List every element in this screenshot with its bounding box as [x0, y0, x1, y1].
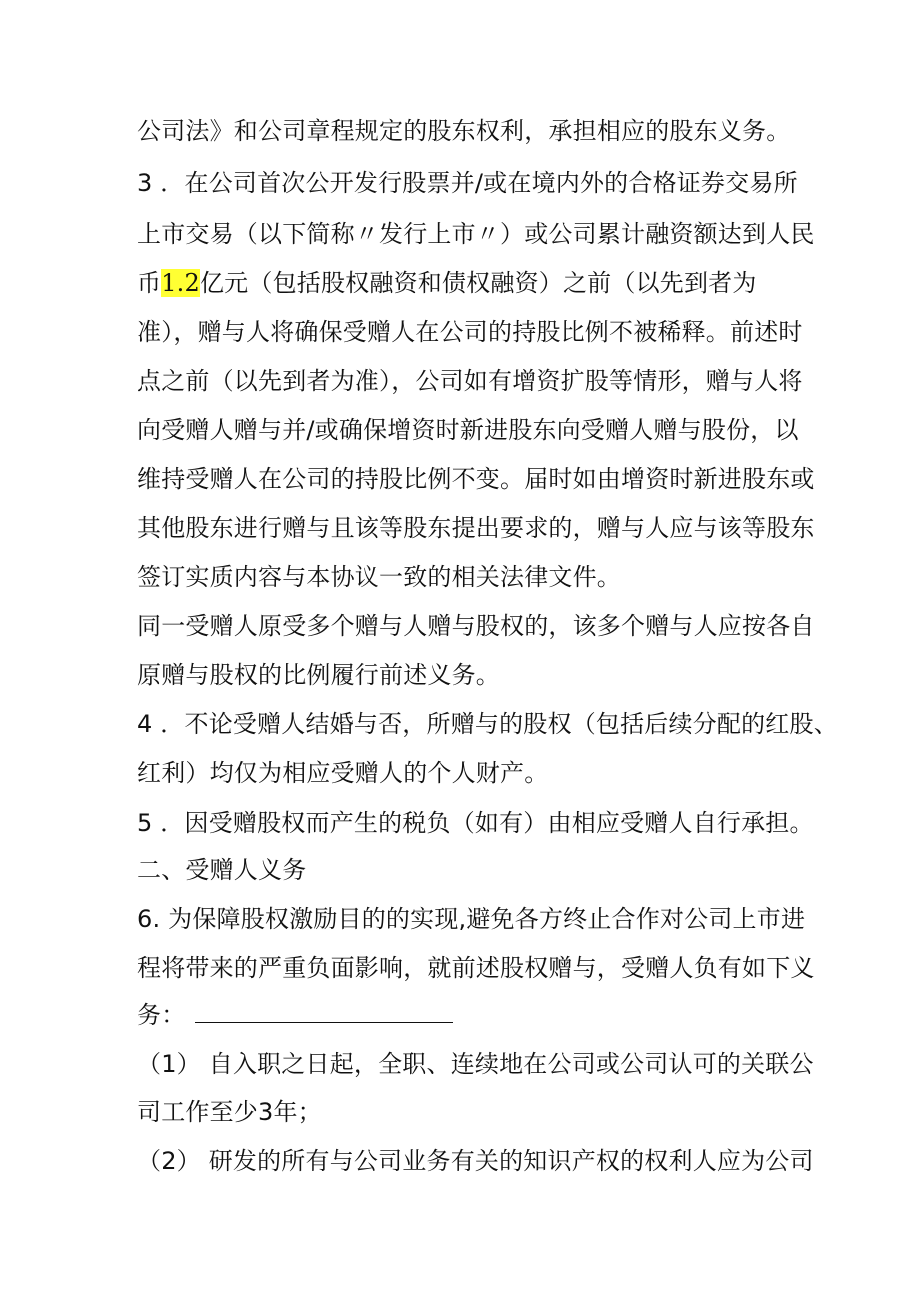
- text-line-5: 准），赠与人将确保受赠人在公司的持股比例不被稀释。前述时: [137, 318, 803, 346]
- obligation-label: 务：: [137, 1001, 186, 1029]
- text-line-12: 原赠与股权的比例履行前述义务。: [137, 661, 500, 689]
- text-before-highlight: 币: [137, 269, 162, 297]
- text-line-8: 维持受赠人在公司的持股比例不变。届时如由增资时新进股东或: [137, 465, 815, 493]
- text-line-19: [137, 1000, 453, 1030]
- text-line-3: 上市交易（以下简称〃发行上市〃）或公司累计融资额达到人民: [137, 220, 815, 248]
- text-line-6: 点之前（以先到者为准），公司如有增资扩股等情形，赠与人将: [137, 367, 803, 395]
- text-line-1: 公司法》和公司章程规定的股东权利，承担相应的股东义务。: [137, 117, 791, 145]
- text-line-13: 4 ．不论受赠人结婚与否，所赠与的股权（包括后续分配的红股、: [137, 710, 838, 738]
- text-line-21: 司工作至少3年；: [137, 1098, 322, 1126]
- section-heading: 二、受赠人义务: [137, 856, 307, 884]
- highlighted-amount: 1.2: [161, 269, 200, 297]
- text-line-9: 其他股东进行赠与且该等股东提出要求的，赠与人应与该等股东: [137, 514, 815, 542]
- text-line-15: 5 ．因受赠股权而产生的税负（如有）由相应受赠人自行承担。: [137, 809, 814, 837]
- text-line-4: [137, 268, 757, 298]
- text-line-20: （1） 自入职之日起，全职、连续地在公司或公司认可的关联公: [137, 1050, 814, 1078]
- text-line-10: 签订实质内容与本协议一致的相关法律文件。: [137, 563, 621, 591]
- fill-in-blank: [195, 1000, 453, 1023]
- text-after-highlight: 亿元（包括股权融资和债权融资）之前（以先到者为: [199, 269, 757, 297]
- text-line-2: 3 ．在公司首次公开发行股票并/或在境内外的合格证券交易所: [137, 169, 798, 197]
- text-line-14: 红利）均仅为相应受赠人的个人财产。: [137, 759, 549, 787]
- text-line-18: 程将带来的严重负面影响，就前述股权赠与，受赠人负有如下义: [137, 954, 815, 982]
- text-line-7: 向受赠人赠与并/或确保增资时新进股东向受赠人赠与股份，以: [137, 416, 799, 444]
- text-line-22: （2） 研发的所有与公司业务有关的知识产权的权利人应为公司: [137, 1147, 814, 1175]
- text-line-11: 同一受赠人原受多个赠与人赠与股权的，该多个赠与人应按各自: [137, 612, 815, 640]
- text-line-17: 6. 为保障股权激励目的的实现,避免各方终止合作对公司上市进: [137, 905, 806, 933]
